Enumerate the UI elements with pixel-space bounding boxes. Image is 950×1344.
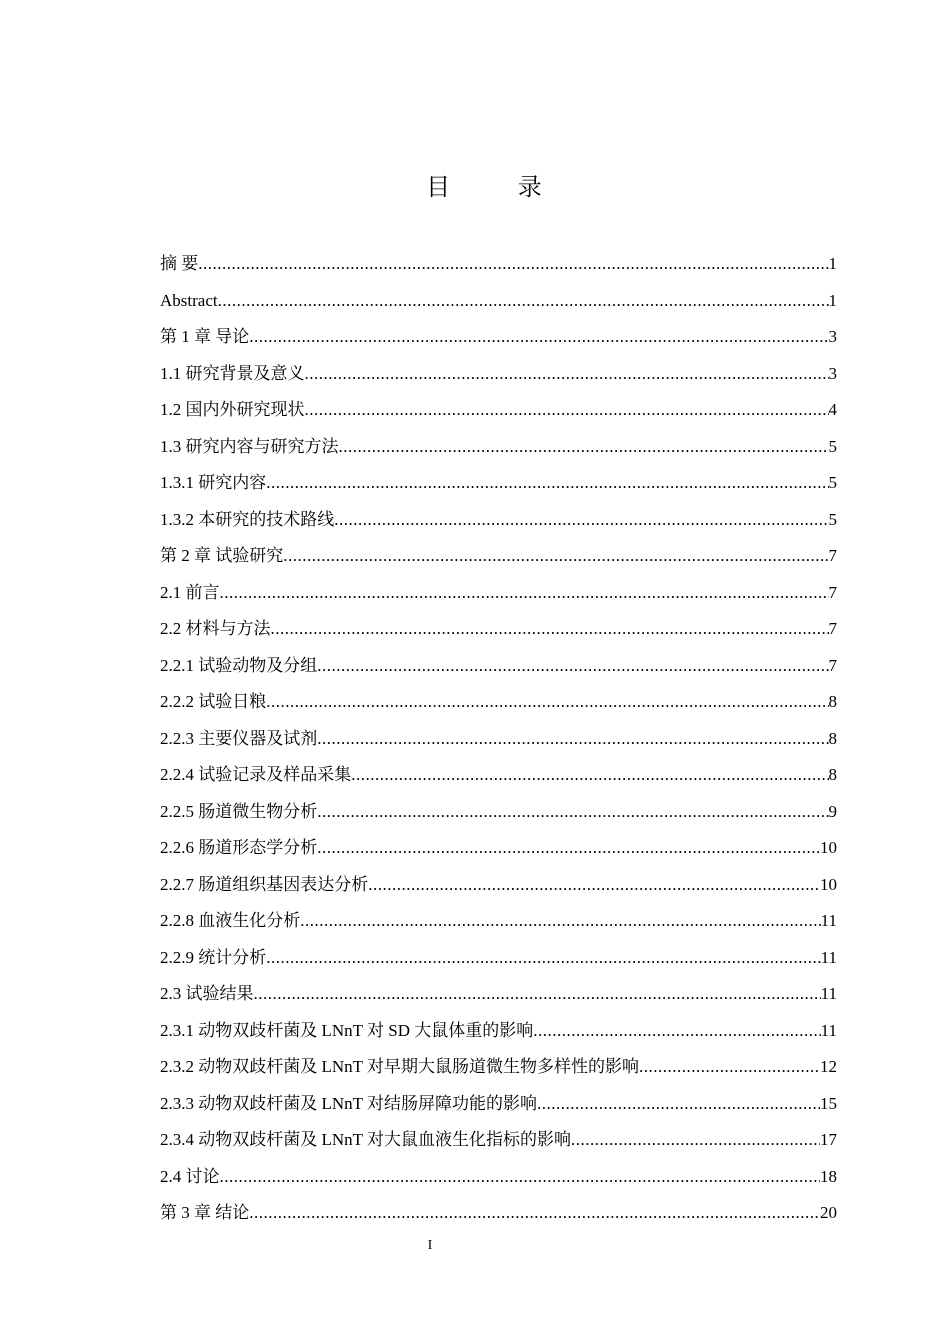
toc-entry-page: 7 [828,619,837,638]
toc-entry-label: 2.2.9 统计分析 [160,947,267,967]
toc-entry[interactable] [160,538,837,575]
toc-entry[interactable] [160,392,837,429]
toc-dot-leader [351,757,828,794]
toc-entry-page: 12 [820,1057,837,1076]
toc-entry[interactable] [160,429,837,466]
toc-entry-label: 2.2.8 血液生化分析 [160,911,301,930]
toc-entry-label: 2.2.4 试验记录及样品采集 [160,765,352,784]
toc-entry-page: 11 [820,1020,837,1040]
toc-entry-label: 1.2 国内外研究现状 [160,400,305,419]
toc-dot-leader [305,356,829,393]
toc-dot-leader [218,283,829,320]
toc-entry[interactable] [160,1049,837,1086]
toc-dot-leader [305,392,829,429]
toc-entry-page: 4 [828,400,837,419]
toc-entry-label: 2.2.7 肠道组织基因表达分析 [160,874,369,894]
toc-entry[interactable] [160,794,837,831]
toc-entry[interactable] [160,867,837,904]
toc-entry-page: 7 [828,546,837,565]
toc-list [160,246,837,1232]
toc-entry-page: 3 [828,363,837,383]
toc-entry-page: 8 [828,728,837,748]
toc-entry[interactable] [160,1122,837,1159]
toc-entry-page: 9 [828,801,837,821]
toc-entry-page: 17 [820,1130,837,1149]
toc-dot-leader [266,684,828,721]
toc-entry-page: 5 [828,436,837,456]
toc-entry[interactable] [160,502,837,539]
toc-entry-label: 2.2.6 肠道形态学分析 [160,838,318,857]
toc-entry-label: 第 1 章 导论 [160,327,250,346]
toc-entry-label: 2.2.2 试验日粮 [160,692,267,711]
toc-entry-label: 2.1 前言 [160,582,220,602]
toc-entry-label: 2.2.1 试验动物及分组 [160,655,318,675]
toc-entry-page: 10 [820,874,837,894]
toc-dot-leader [571,1122,820,1159]
toc-dot-leader [300,903,820,940]
toc-entry-label: 第 3 章 结论 [160,1203,250,1222]
toc-entry-label: 1.3.2 本研究的技术路线 [160,509,335,529]
toc-dot-leader [317,648,828,685]
toc-entry[interactable] [160,648,837,685]
toc-dot-leader [220,1159,821,1196]
toc-entry-page: 5 [828,509,837,529]
toc-entry-label: 2.4 讨论 [160,1166,220,1186]
toc-entry-label: 2.3.1 动物双歧杆菌及 LNnT 对 SD 大鼠体重的影响 [160,1020,534,1040]
toc-dot-leader [266,465,828,502]
toc-entry[interactable] [160,356,837,393]
toc-entry[interactable] [160,903,837,940]
toc-dot-leader [220,575,829,612]
toc-entry-page: 8 [828,765,837,784]
toc-entry-page: 5 [828,473,837,492]
toc-entry[interactable] [160,757,837,794]
toc-entry[interactable] [160,721,837,758]
toc-entry-page: 11 [820,984,837,1003]
toc-entry-label: 1.3.1 研究内容 [160,473,267,492]
toc-entry-page: 1 [828,254,837,273]
toc-dot-leader [254,976,821,1013]
toc-dot-leader [249,1195,820,1232]
toc-entry[interactable] [160,830,837,867]
toc-dot-leader [249,319,828,356]
toc-entry-page: 3 [828,327,837,346]
toc-entry-page: 20 [820,1203,837,1222]
toc-dot-leader [317,794,828,831]
toc-entry-label: 2.3.2 动物双歧杆菌及 LNnT 对早期大鼠肠道微生物多样性的影响 [160,1057,639,1076]
toc-dot-leader [283,538,828,575]
toc-entry-label: 1.1 研究背景及意义 [160,363,305,383]
toc-entry[interactable] [160,283,837,320]
footer-page-number: I [427,1238,433,1253]
toc-entry-page: 11 [820,947,837,967]
toc-dot-leader [266,940,820,977]
toc-entry-page: 7 [828,655,837,675]
toc-dot-leader [317,721,828,758]
toc-dot-leader [537,1086,820,1123]
toc-entry-page: 15 [820,1093,837,1113]
toc-entry-page: 1 [828,290,837,310]
toc-entry-page: 7 [828,582,837,602]
toc-entry[interactable] [160,1195,837,1232]
toc-entry-label: 2.2.5 肠道微生物分析 [160,801,318,821]
toc-entry-label: 2.3 试验结果 [160,984,254,1003]
toc-entry[interactable] [160,976,837,1013]
toc-entry[interactable] [160,575,837,612]
toc-entry[interactable] [160,319,837,356]
toc-entry-label: 1.3 研究内容与研究方法 [160,436,339,456]
toc-dot-leader [368,867,820,904]
toc-entry-label: 2.3.3 动物双歧杆菌及 LNnT 对结肠屏障功能的影响 [160,1093,537,1113]
toc-entry-label: 摘 要 [160,254,199,273]
toc-dot-leader [533,1013,820,1050]
toc-dot-leader [198,246,828,283]
toc-entry[interactable] [160,940,837,977]
toc-entry-page: 11 [820,911,837,930]
toc-entry[interactable] [160,465,837,502]
toc-entry-page: 8 [828,692,837,711]
toc-entry-label: 2.2 材料与方法 [160,619,271,638]
toc-title: 目 录 [426,173,572,201]
toc-entry[interactable] [160,611,837,648]
toc-dot-leader [334,502,828,539]
toc-entry-label: 第 2 章 试验研究 [160,546,284,565]
toc-entry-page: 18 [820,1166,837,1186]
toc-entry[interactable] [160,1013,837,1050]
toc-entry[interactable] [160,1159,837,1196]
toc-entry-label: Abstract [160,290,218,310]
toc-entry-page: 10 [820,838,837,857]
toc-entry-label: 2.2.3 主要仪器及试剂 [160,728,318,748]
toc-dot-leader [317,830,820,867]
toc-entry[interactable] [160,246,837,283]
toc-dot-leader [639,1049,820,1086]
toc-dot-leader [339,429,829,466]
toc-entry[interactable] [160,1086,837,1123]
toc-entry[interactable] [160,684,837,721]
toc-entry-label: 2.3.4 动物双歧杆菌及 LNnT 对大鼠血液生化指标的影响 [160,1130,571,1149]
toc-dot-leader [271,611,829,648]
